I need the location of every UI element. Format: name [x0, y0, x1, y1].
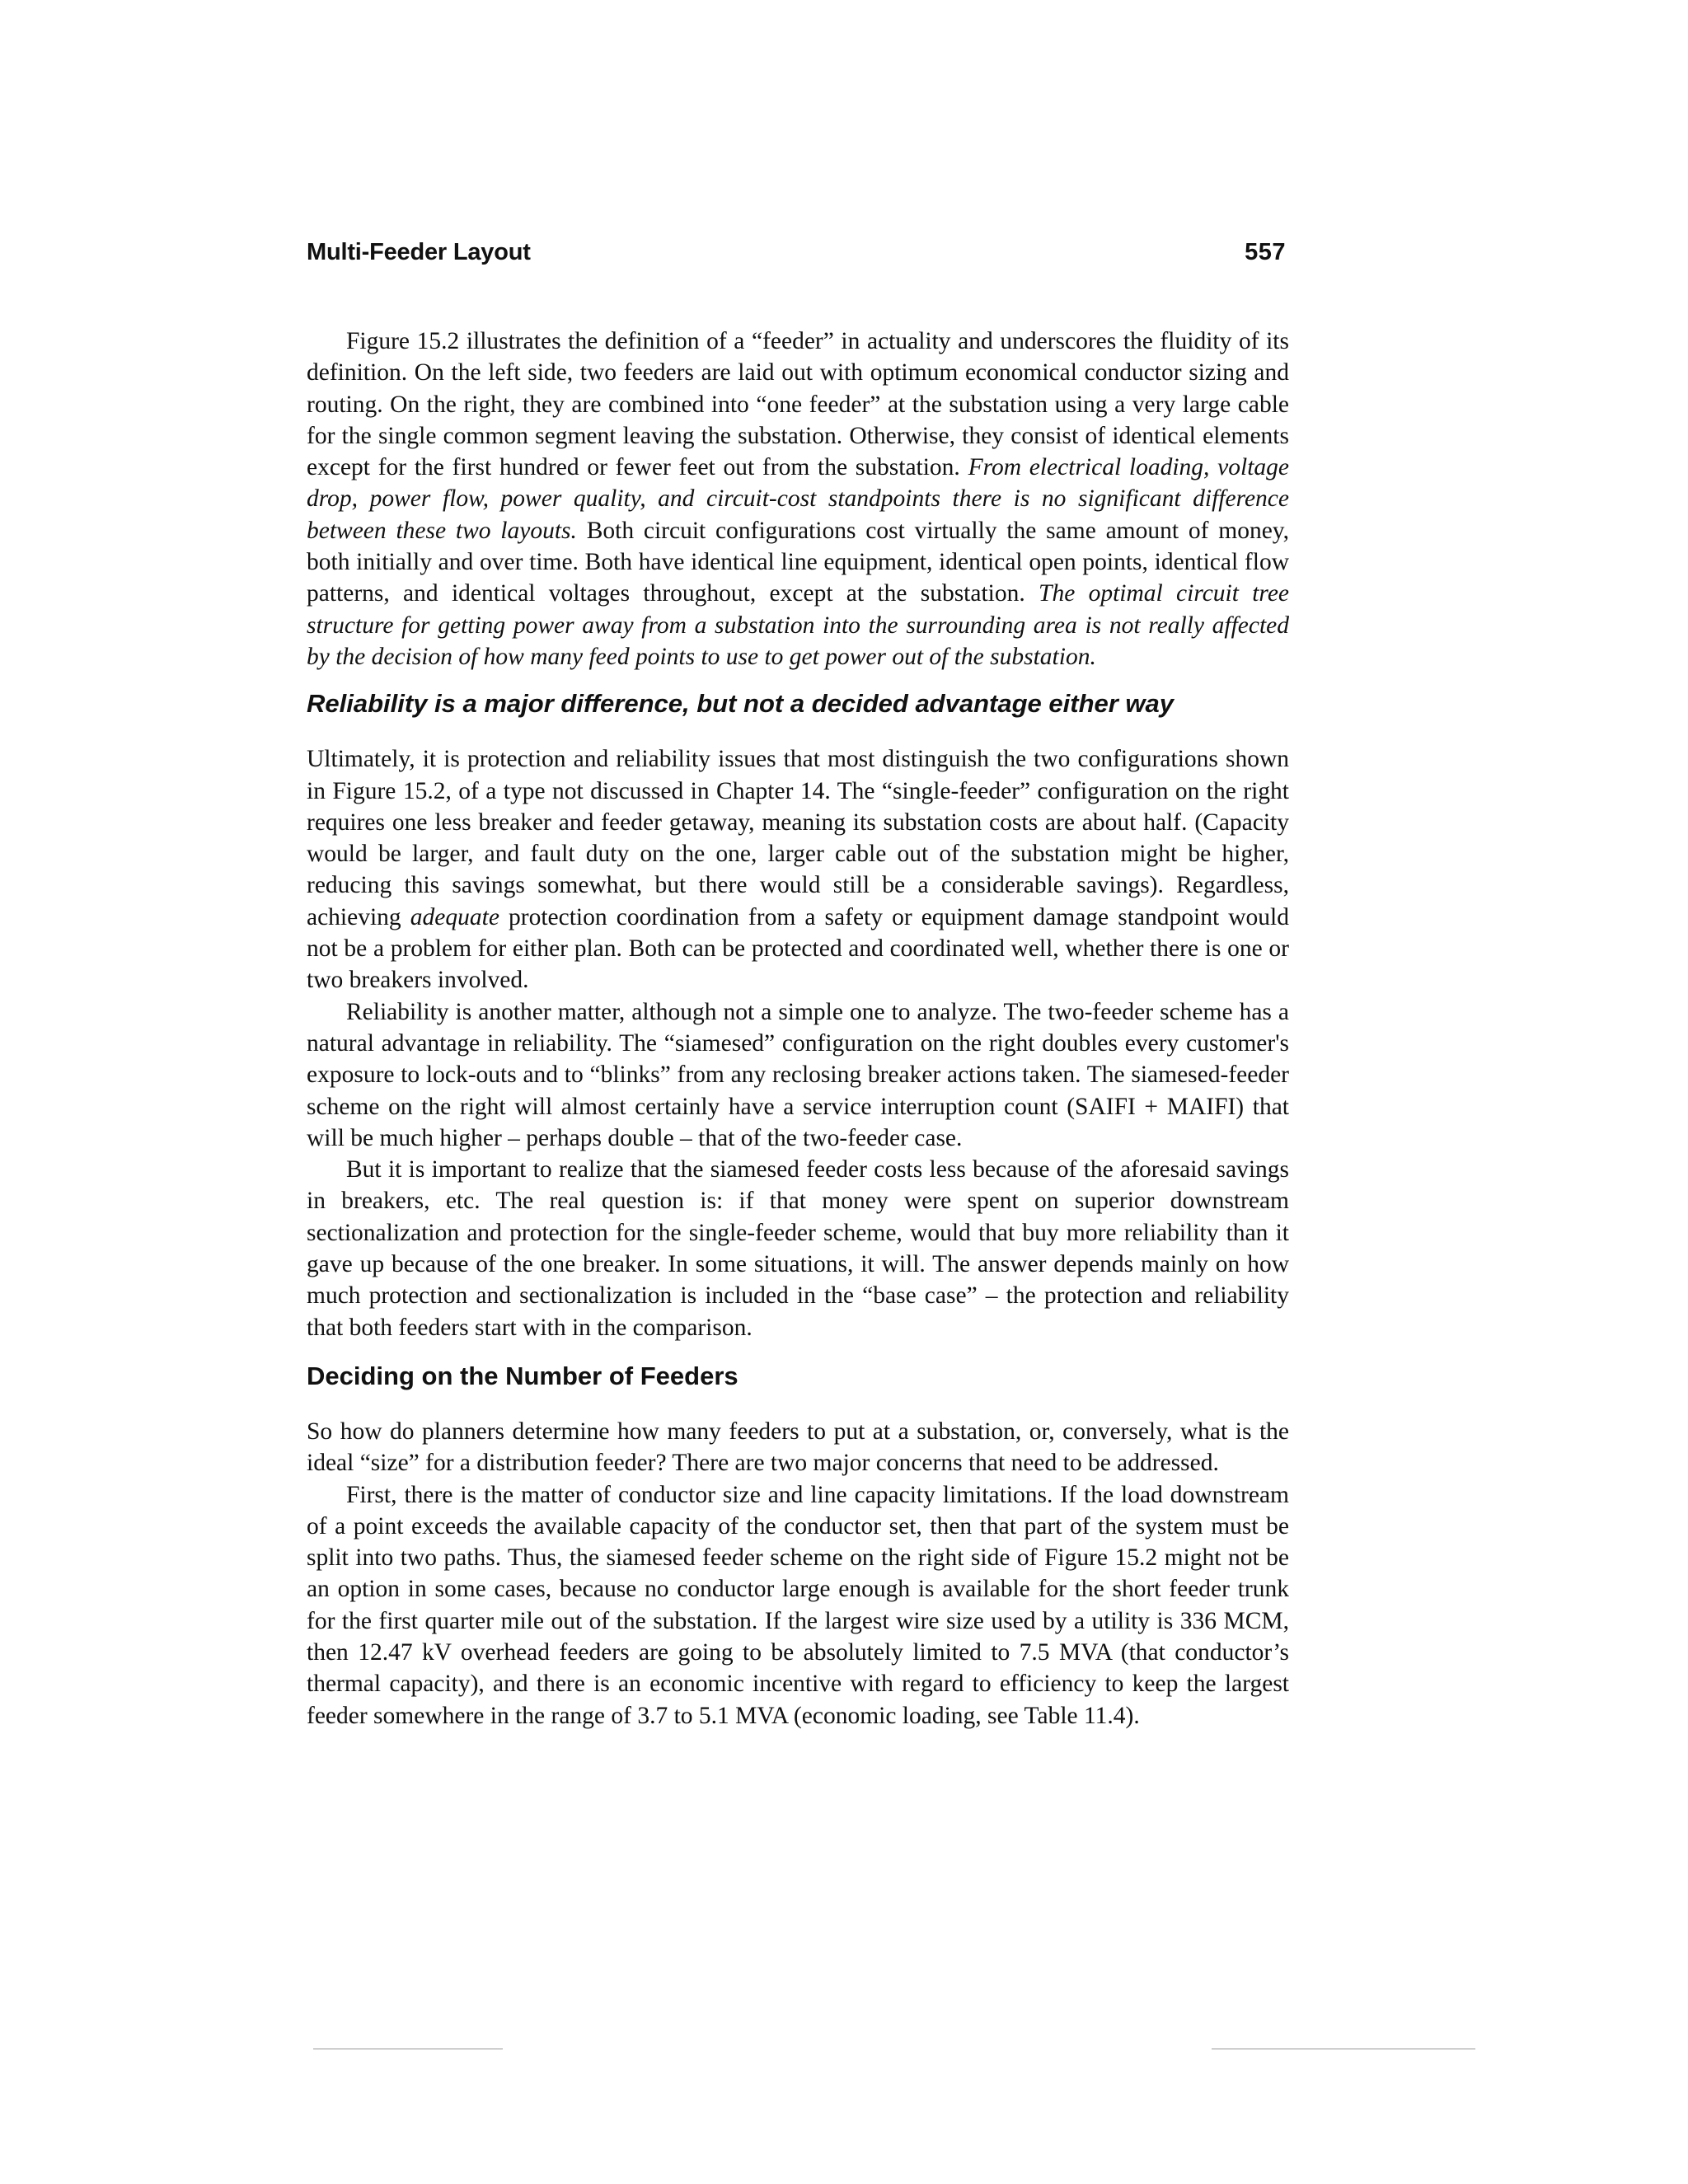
section-heading-number-of-feeders: Deciding on the Number of Feeders [307, 1361, 738, 1390]
running-head-title: Multi-Feeder Layout [307, 239, 531, 265]
paragraph-conductor-size: First, there is the matter of conductor size and line capacity limitations. If the load downstream of a point exceeds the available capacity of the conductor set, then that part of the system must be split into two paths. Thus, the siamesed feeder scheme on the right side of Figure 15.2 might not be an option in some cases, because no conductor large enough is available for the short feeder trunk for the first quarter mile out of the substation. If the largest wire size used by a utility is 336 MCM, then 12.47 kV overhead feeders are going to be absolutely limited to 7.5 MVA (that conductor’s thermal capacity), and there is an economic incentive with regard to efficiency to keep the largest feeder somewhere in the range of 3.7 to 5.1 MVA (economic loading, see Table 11.4). [307, 1481, 1289, 1729]
text-run: Both circuit configurations cost virtually the same amount of money, both initially and over time. Both have identical line equipment, identical open points, identical flow patterns, and identical voltages throughout, except at the substation. [307, 517, 1290, 607]
page-number: 557 [1245, 239, 1286, 265]
italic-text-run: From electrical loading, voltage drop, power flow, power quality, and circuit-cost standpoints there is no significant difference between these two layouts. [307, 454, 1289, 544]
paragraph-planners-question: So how do planners determine how many feeders to put at a substation, or, conversely, what is the ideal “size” for a distribution feeder? There are two major concerns that need to be addressed. [307, 1418, 1289, 1477]
text-run: Figure 15.2 illustrates the definition of a “feeder” in actuality and underscores the fluidity of its definition. On the left side, two feeders are laid out with optimum economical conductor sizing and routing. On the right, they are combined into “one feeder” at the substation using a very large cable for the single common segment leaving the substation. Otherwise, they consist of identical elements except for the first hundred or fewer feet out from the substation. [307, 328, 1289, 481]
paragraph-reliability-analysis: Reliability is another matter, although not a simple one to analyze. The two-feeder scheme has a natural advantage in reliability. The “siamesed” configuration on the right doubles every customer's exposure to lock-outs and to “blinks” from any reclosing breaker actions taken. The siamesed-feeder scheme on the right will almost certainly have a service interruption count (SAIFI + MAIFI) that will be much higher – perhaps double – that of the two-feeder case. [307, 998, 1289, 1151]
scan-artifact-line [313, 2048, 503, 2050]
paragraph-protection-reliability [307, 743, 1289, 996]
text-run: Ultimately, it is protection and reliability issues that most distinguish the two configurations shown in Figure 15.2, of a type not discussed in Chapter 14. The “single-feeder” configuration on the right requires one less breaker and feeder getaway, meaning its substation costs are about half. (Capacity would be larger, and fault duty on the one, larger cable out of the substation might be higher, reducing this savings somewhat, but there would still be a considerable savings). Regardless, achieving [307, 746, 1289, 930]
page [307, 239, 1289, 1732]
paragraph-siamesed-cost: But it is important to realize that the siamesed feeder costs less because of the aforesaid savings in breakers, etc. The real question is: if that money were spent on superior downstream sectionalization and protection for the single-feeder scheme, would that buy more reliability than it gave up because of the one breaker. In some situations, it will. The answer depends mainly on how much protection and sectionalization is included in the “base case” – the protection and reliability that both feeders start with in the comparison. [307, 1156, 1289, 1341]
text-run: protection coordination from a safety or equipment damage standpoint would not be a problem for either plan. Both can be protected and coordinated well, whether there is one or two breakers involved. [307, 903, 1289, 994]
italic-text-run: The optimal circuit tree structure for getting power away from a substation into the surrounding area is not really affected by the decision of how many feed points to use to get power out of the substation. [307, 580, 1290, 670]
running-head [307, 239, 1289, 280]
section-heading-reliability: Reliability is a major difference, but not a decided advantage either way [307, 689, 1175, 719]
italic-text-run: adequate [410, 903, 499, 930]
paragraph-feeder-definition [307, 326, 1289, 673]
scan-artifact-line [1212, 2048, 1475, 2050]
